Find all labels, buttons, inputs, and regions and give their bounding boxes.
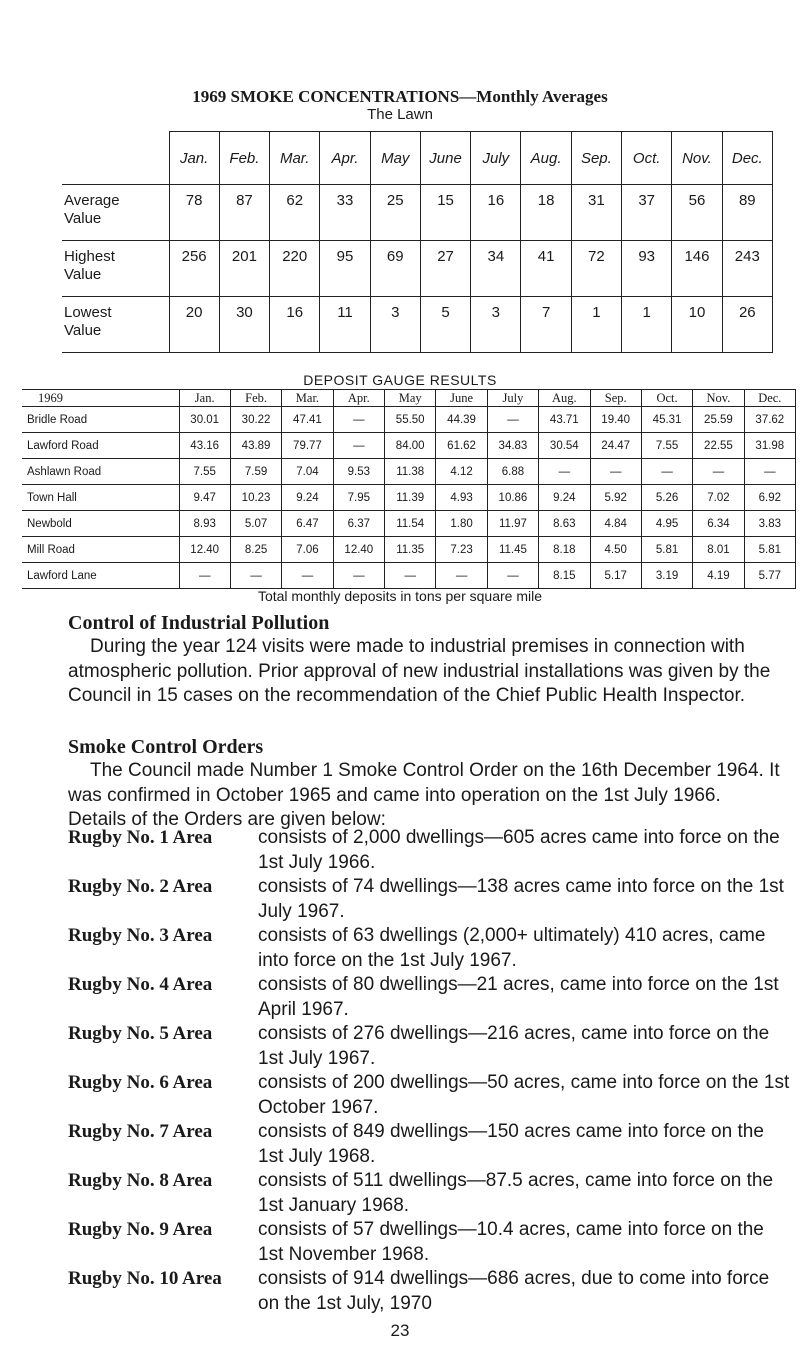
- deposit-value-cell: 8.18: [539, 537, 590, 563]
- smoke-table-title: 1969 SMOKE CONCENTRATIONS—Monthly Averages: [192, 87, 608, 106]
- deposit-row: [22, 511, 796, 537]
- deposit-month-header: Nov.: [693, 390, 744, 407]
- deposit-month-header: Apr.: [333, 390, 384, 407]
- deposit-row: [22, 485, 796, 511]
- deposit-month-header: Feb.: [230, 390, 281, 407]
- smoke-value-cell: 26: [722, 297, 772, 353]
- deposit-value-cell: —: [333, 407, 384, 433]
- smoke-row-label: [62, 241, 169, 297]
- deposit-value-cell: 25.59: [693, 407, 744, 433]
- smoke-value-cell: 95: [320, 241, 370, 297]
- smoke-month-header: Sep.: [571, 132, 621, 185]
- deposit-value-cell: 79.77: [282, 433, 333, 459]
- deposit-value-cell: 6.47: [282, 511, 333, 537]
- deposit-value-cell: 6.37: [333, 511, 384, 537]
- smoke-value-cell: 201: [219, 241, 269, 297]
- deposit-value-cell: 7.02: [693, 485, 744, 511]
- deposit-value-cell: 9.24: [282, 485, 333, 511]
- deposit-site-name: Lawford Road: [22, 433, 179, 459]
- area-description: consists of 200 dwellings—50 acres, came into force on the 1st October 1967.: [258, 1072, 790, 1118]
- deposit-value-cell: 11.97: [487, 511, 538, 537]
- deposit-value-cell: 44.39: [436, 407, 487, 433]
- area-name: Rugby No. 4 Area: [68, 974, 213, 995]
- deposit-value-cell: 11.35: [385, 537, 436, 563]
- smoke-row: [62, 297, 773, 353]
- deposit-value-cell: 8.93: [179, 511, 230, 537]
- deposit-value-cell: 7.06: [282, 537, 333, 563]
- deposit-site-name: Bridle Road: [22, 407, 179, 433]
- area-description: consists of 57 dwellings—10.4 acres, came into force on the 1st November 1968.: [258, 1219, 764, 1265]
- deposit-value-cell: 5.77: [744, 563, 795, 589]
- deposit-value-cell: 6.92: [744, 485, 795, 511]
- deposit-value-cell: —: [230, 563, 281, 589]
- area-description: consists of 80 dwellings—21 acres, came into force on the 1st April 1967.: [258, 974, 779, 1020]
- area-name: Rugby No. 3 Area: [68, 925, 213, 946]
- deposit-value-cell: 8.01: [693, 537, 744, 563]
- deposit-value-cell: 5.26: [641, 485, 692, 511]
- deposit-value-cell: 8.25: [230, 537, 281, 563]
- deposit-value-cell: —: [744, 459, 795, 485]
- smoke-value-cell: 41: [521, 241, 571, 297]
- deposit-value-cell: 9.47: [179, 485, 230, 511]
- deposit-month-header: June: [436, 390, 487, 407]
- deposit-value-cell: 43.89: [230, 433, 281, 459]
- deposit-row: [22, 407, 796, 433]
- smoke-value-cell: 72: [571, 241, 621, 297]
- area-name: Rugby No. 9 Area: [68, 1219, 213, 1240]
- deposit-value-cell: 4.50: [590, 537, 641, 563]
- smoke-month-header: Oct.: [622, 132, 672, 185]
- smoke-value-cell: 62: [270, 185, 320, 241]
- industrial-paragraph: During the year 124 visits were made to industrial premises in connection with atmospheric pollution. Prior approval of new industrial installations was given by the Council in 15 cases on the recommendation of the Chief Public Health Inspector.: [68, 636, 771, 706]
- smoke-control-paragraph: The Council made Number 1 Smoke Control Order on the 16th December 1964. It was confirmed in October 1965 and came into operation on the 1st July 1966. Details of the Orders are given below:: [68, 760, 780, 830]
- deposit-value-cell: 4.95: [641, 511, 692, 537]
- deposit-value-cell: 3.19: [641, 563, 692, 589]
- deposit-month-header: Mar.: [282, 390, 333, 407]
- smoke-value-cell: 93: [622, 241, 672, 297]
- deposit-value-cell: 7.59: [230, 459, 281, 485]
- deposit-value-cell: 4.84: [590, 511, 641, 537]
- deposit-month-header: July: [487, 390, 538, 407]
- deposit-value-cell: —: [539, 459, 590, 485]
- deposit-month-header: Dec.: [744, 390, 795, 407]
- deposit-value-cell: 12.40: [179, 537, 230, 563]
- deposit-table-note: Total monthly deposits in tons per square mile: [257, 588, 543, 604]
- deposit-value-cell: —: [385, 563, 436, 589]
- smoke-value-cell: 256: [169, 241, 219, 297]
- smoke-value-cell: 25: [370, 185, 420, 241]
- smoke-row-label-line: Average: [64, 192, 120, 209]
- deposit-month-header: Oct.: [641, 390, 692, 407]
- deposit-value-cell: 7.04: [282, 459, 333, 485]
- smoke-value-cell: 3: [370, 297, 420, 353]
- smoke-value-cell: 78: [169, 185, 219, 241]
- smoke-corner-cell: [62, 132, 169, 185]
- deposit-month-header: Jan.: [179, 390, 230, 407]
- deposit-month-header: Sep.: [590, 390, 641, 407]
- smoke-value-cell: 20: [169, 297, 219, 353]
- deposit-value-cell: 55.50: [385, 407, 436, 433]
- smoke-value-cell: 31: [571, 185, 621, 241]
- deposit-site-name: Newbold: [22, 511, 179, 537]
- smoke-control-heading: Smoke Control Orders: [68, 736, 264, 758]
- smoke-row-label-line: Value: [64, 210, 102, 227]
- deposit-value-cell: —: [693, 459, 744, 485]
- deposit-value-cell: 11.38: [385, 459, 436, 485]
- deposit-header-row: [22, 390, 796, 407]
- deposit-value-cell: 1.80: [436, 511, 487, 537]
- smoke-table-subtitle: The Lawn: [367, 106, 433, 123]
- smoke-value-cell: 16: [471, 185, 521, 241]
- deposit-value-cell: —: [179, 563, 230, 589]
- deposit-value-cell: 10.23: [230, 485, 281, 511]
- deposit-value-cell: —: [333, 433, 384, 459]
- deposit-value-cell: 24.47: [590, 433, 641, 459]
- deposit-value-cell: 5.07: [230, 511, 281, 537]
- smoke-value-cell: 146: [672, 241, 722, 297]
- deposit-value-cell: 11.39: [385, 485, 436, 511]
- smoke-value-cell: 34: [471, 241, 521, 297]
- deposit-table-title: DEPOSIT GAUGE RESULTS: [303, 372, 497, 388]
- deposit-value-cell: 31.98: [744, 433, 795, 459]
- deposit-site-name: Ashlawn Road: [22, 459, 179, 485]
- area-description: consists of 63 dwellings (2,000+ ultimately) 410 acres, came into force on the 1st July 1967.: [258, 925, 766, 971]
- smoke-row-label-line: Value: [64, 266, 102, 283]
- deposit-row: [22, 459, 796, 485]
- deposit-value-cell: 5.81: [744, 537, 795, 563]
- deposit-value-cell: 7.23: [436, 537, 487, 563]
- deposit-value-cell: 19.40: [590, 407, 641, 433]
- deposit-value-cell: —: [333, 563, 384, 589]
- deposit-value-cell: 5.81: [641, 537, 692, 563]
- smoke-month-header: Nov.: [672, 132, 722, 185]
- deposit-value-cell: 9.53: [333, 459, 384, 485]
- deposit-value-cell: 37.62: [744, 407, 795, 433]
- deposit-value-cell: 30.22: [230, 407, 281, 433]
- deposit-value-cell: 43.71: [539, 407, 590, 433]
- smoke-value-cell: 3: [471, 297, 521, 353]
- industrial-heading: Control of Industrial Pollution: [68, 612, 330, 634]
- deposit-value-cell: 9.24: [539, 485, 590, 511]
- smoke-row-label: [62, 185, 169, 241]
- deposit-site-name: Lawford Lane: [22, 563, 179, 589]
- deposit-value-cell: 30.01: [179, 407, 230, 433]
- smoke-month-header: June: [420, 132, 470, 185]
- deposit-value-cell: 7.55: [641, 433, 692, 459]
- smoke-value-cell: 56: [672, 185, 722, 241]
- smoke-value-cell: 1: [571, 297, 621, 353]
- deposit-value-cell: 30.54: [539, 433, 590, 459]
- deposit-value-cell: 5.17: [590, 563, 641, 589]
- area-name: Rugby No. 2 Area: [68, 876, 213, 897]
- deposit-site-name: Mill Road: [22, 537, 179, 563]
- area-name: Rugby No. 1 Area: [68, 827, 213, 848]
- smoke-value-cell: 69: [370, 241, 420, 297]
- deposit-month-header: May: [385, 390, 436, 407]
- deposit-value-cell: —: [436, 563, 487, 589]
- area-name: Rugby No. 6 Area: [68, 1072, 213, 1093]
- area-description: consists of 511 dwellings—87.5 acres, came into force on the 1st January 1968.: [258, 1170, 774, 1216]
- smoke-header-row: [62, 132, 773, 185]
- smoke-value-cell: 33: [320, 185, 370, 241]
- smoke-month-header: Jan.: [169, 132, 219, 185]
- smoke-month-header: Aug.: [521, 132, 571, 185]
- area-description: consists of 914 dwellings—686 acres, due to come into force on the 1st July, 1970: [258, 1268, 770, 1314]
- smoke-value-cell: 16: [270, 297, 320, 353]
- deposit-year-header: 1969: [22, 390, 179, 407]
- smoke-value-cell: 27: [420, 241, 470, 297]
- area-name: Rugby No. 7 Area: [68, 1121, 213, 1142]
- smoke-month-header: July: [471, 132, 521, 185]
- deposit-value-cell: 10.86: [487, 485, 538, 511]
- smoke-row-label: [62, 297, 169, 353]
- deposit-value-cell: 22.55: [693, 433, 744, 459]
- deposit-value-cell: —: [282, 563, 333, 589]
- area-description: consists of 74 dwellings—138 acres came into force on the 1st July 1967.: [258, 876, 784, 922]
- smoke-value-cell: 7: [521, 297, 571, 353]
- deposit-value-cell: 5.92: [590, 485, 641, 511]
- smoke-value-cell: 18: [521, 185, 571, 241]
- deposit-value-cell: 45.31: [641, 407, 692, 433]
- smoke-value-cell: 10: [672, 297, 722, 353]
- deposit-value-cell: 6.34: [693, 511, 744, 537]
- deposit-value-cell: —: [487, 407, 538, 433]
- deposit-value-cell: —: [641, 459, 692, 485]
- deposit-value-cell: 7.55: [179, 459, 230, 485]
- deposit-value-cell: 34.83: [487, 433, 538, 459]
- smoke-month-header: Dec.: [722, 132, 772, 185]
- smoke-value-cell: 243: [722, 241, 772, 297]
- area-name: Rugby No. 10 Area: [68, 1268, 222, 1289]
- smoke-row-label-line: Value: [64, 322, 102, 339]
- smoke-value-cell: 37: [622, 185, 672, 241]
- smoke-value-cell: 87: [219, 185, 269, 241]
- deposit-value-cell: 4.93: [436, 485, 487, 511]
- deposit-row: [22, 537, 796, 563]
- smoke-month-header: Apr.: [320, 132, 370, 185]
- smoke-value-cell: 1: [622, 297, 672, 353]
- deposit-value-cell: 61.62: [436, 433, 487, 459]
- deposit-value-cell: 4.12: [436, 459, 487, 485]
- smoke-value-cell: 220: [270, 241, 320, 297]
- smoke-row: [62, 241, 773, 297]
- deposit-value-cell: 3.83: [744, 511, 795, 537]
- page-number: 23: [390, 1321, 410, 1340]
- deposit-value-cell: 4.19: [693, 563, 744, 589]
- smoke-month-header: Mar.: [270, 132, 320, 185]
- deposit-row: [22, 433, 796, 459]
- smoke-month-header: May: [370, 132, 420, 185]
- deposit-site-name: Town Hall: [22, 485, 179, 511]
- deposit-value-cell: 12.40: [333, 537, 384, 563]
- deposit-value-cell: 8.63: [539, 511, 590, 537]
- deposit-value-cell: 47.41: [282, 407, 333, 433]
- smoke-value-cell: 30: [219, 297, 269, 353]
- smoke-row: [62, 185, 773, 241]
- deposit-value-cell: 43.16: [179, 433, 230, 459]
- area-description: consists of 2,000 dwellings—605 acres came into force on the 1st July 1966.: [258, 827, 780, 873]
- deposit-value-cell: 8.15: [539, 563, 590, 589]
- smoke-row-label-line: Lowest: [64, 304, 112, 321]
- deposit-value-cell: 7.95: [333, 485, 384, 511]
- deposit-row: [22, 563, 796, 589]
- area-description: consists of 276 dwellings—216 acres, came into force on the 1st July 1967.: [258, 1023, 770, 1069]
- area-name: Rugby No. 5 Area: [68, 1023, 213, 1044]
- deposit-gauge-table: [22, 389, 796, 589]
- smoke-value-cell: 5: [420, 297, 470, 353]
- smoke-value-cell: 15: [420, 185, 470, 241]
- smoke-value-cell: 89: [722, 185, 772, 241]
- deposit-month-header: Aug.: [539, 390, 590, 407]
- area-description: consists of 849 dwellings—150 acres came into force on the 1st July 1968.: [258, 1121, 764, 1167]
- area-name: Rugby No. 8 Area: [68, 1170, 213, 1191]
- deposit-value-cell: 11.45: [487, 537, 538, 563]
- deposit-value-cell: —: [590, 459, 641, 485]
- smoke-value-cell: 11: [320, 297, 370, 353]
- smoke-month-header: Feb.: [219, 132, 269, 185]
- smoke-concentration-table: [62, 131, 773, 353]
- deposit-value-cell: —: [487, 563, 538, 589]
- deposit-value-cell: 6.88: [487, 459, 538, 485]
- smoke-row-label-line: Highest: [64, 248, 115, 265]
- deposit-value-cell: 11.54: [385, 511, 436, 537]
- deposit-value-cell: 84.00: [385, 433, 436, 459]
